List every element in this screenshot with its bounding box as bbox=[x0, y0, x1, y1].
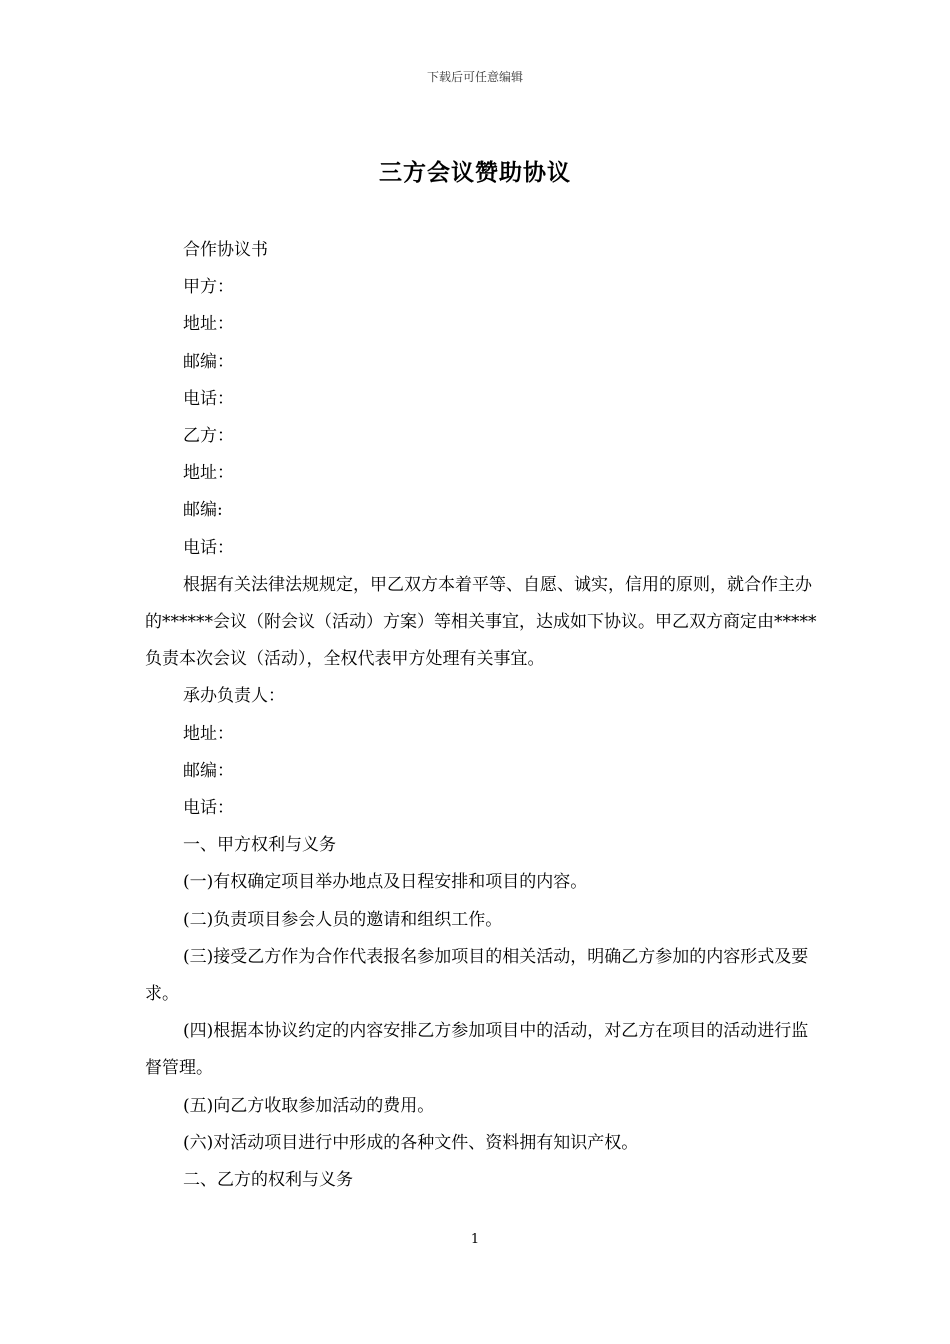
organizer-address: 地址： bbox=[183, 723, 234, 744]
page-number: 1 bbox=[470, 1232, 480, 1247]
page-header: 下载后可任意编辑 bbox=[426, 70, 523, 84]
organizer-postcode: 邮编： bbox=[183, 760, 234, 781]
clause-a-5: (五)向乙方收取参加活动的费用。 bbox=[183, 1095, 435, 1116]
section-heading-party-a: 一、甲方权利与义务 bbox=[183, 835, 336, 856]
preamble-paragraph: 根据有关法律法规规定，甲乙双方本着平等、自愿、诚实，信用的原则，就合作主办的******会议（附会议（活动）方案）等相关事宜，达成如下协议。甲乙双方商定由*****负责本次会议（活动），全权代表甲方处理有关事宜。 bbox=[145, 574, 817, 670]
party-a-address: 地址： bbox=[183, 314, 234, 335]
clause-a-2: (二)负责项目参会人员的邀请和组织工作。 bbox=[183, 909, 503, 930]
organizer-phone: 电话： bbox=[183, 798, 234, 819]
section-heading-party-b: 二、乙方的权利与义务 bbox=[183, 1170, 353, 1191]
clause-a-1: (一)有权确定项目举办地点及日程安排和项目的内容。 bbox=[183, 872, 588, 893]
paragraph-heading-agreement: 合作协议书 bbox=[183, 240, 268, 260]
clause-a-3: (三)接受乙方作为合作代表报名参加项目的相关活动，明确乙方参加的内容形式及要求。 bbox=[145, 946, 809, 1005]
document-body bbox=[145, 232, 820, 1199]
clause-a-6: (六)对活动项目进行中形成的各种文件、资料拥有知识产权。 bbox=[183, 1132, 639, 1153]
organizer-label: 承办负责人： bbox=[183, 686, 285, 707]
party-b-phone: 电话： bbox=[183, 537, 234, 558]
party-a-postcode: 邮编： bbox=[183, 351, 234, 372]
party-a-label: 甲方： bbox=[183, 277, 234, 298]
party-a-phone: 电话： bbox=[183, 388, 234, 409]
party-b-label: 乙方： bbox=[183, 426, 234, 447]
document-title: 三方会议赞助协议 bbox=[379, 159, 571, 186]
clause-a-4: (四)根据本协议约定的内容安排乙方参加项目中的活动，对乙方在项目的活动进行监督管理。 bbox=[145, 1021, 809, 1079]
party-b-postcode: 邮编: bbox=[183, 500, 223, 521]
party-b-address: 地址： bbox=[183, 463, 234, 484]
